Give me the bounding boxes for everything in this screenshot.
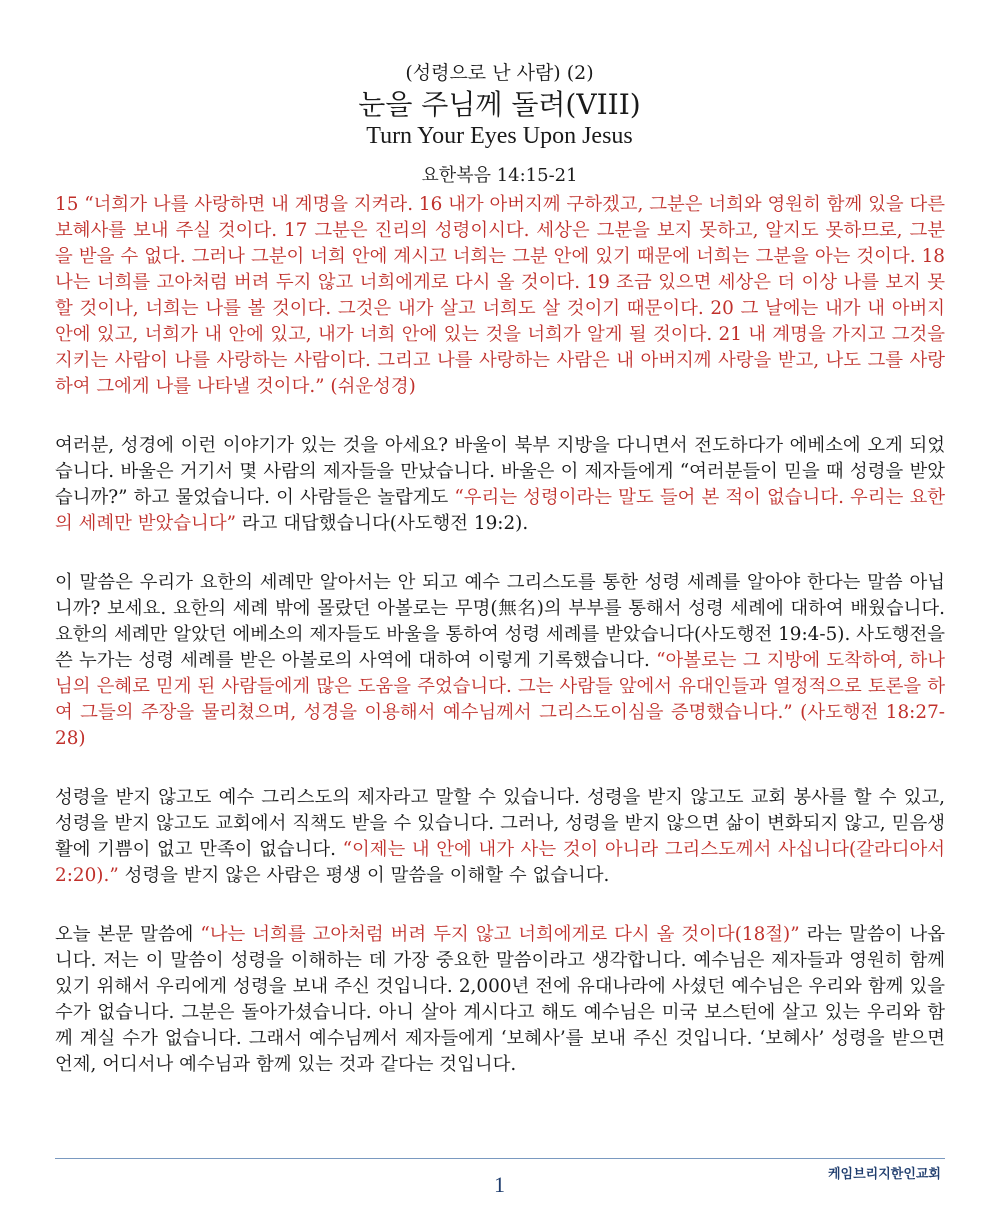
paragraph-1 <box>55 433 945 537</box>
quoted-verse: “우리는 성령이라는 말도 들어 본 적이 없습니다. 우리는 요한의 세례만 받았습니다” <box>55 487 945 534</box>
paragraph-text: 성령을 받지 않고도 예수 그리스도의 제자라고 말할 수 있습니다. 성령을 받지 않고도 교회 봉사를 할 수 있고, 성령을 받지 않고도 교회에서 직책도 받을 수 있습니다. 그러나, 성령을 받지 않으면 삶이 변화되지 않고, 믿음생활에 기쁨이 없고 만족이 없습니다. <box>55 787 945 860</box>
footer-divider <box>55 1158 945 1159</box>
paragraph-2 <box>55 570 945 752</box>
verse-citation: (사도행전 18:27-28) <box>55 702 945 749</box>
quoted-verse: “이제는 내 안에 내가 사는 것이 아니라 그리스도께서 사십니다(갈라디아서 2:20).” <box>55 839 946 886</box>
sermon-header <box>0 60 999 188</box>
sermon-title: 눈을 주님께 돌려(VIII) <box>358 88 641 121</box>
page-number: 1 <box>494 1172 505 1197</box>
scripture-passage: 15 “너희가 나를 사랑하면 내 계명을 지켜라. 16 내가 아버지께 구하겠고, 그분은 너희와 영원히 함께 있을 다른 보혜사를 보내 주실 것이다. 17 그분은 진리의 성령이시다. 세상은 그분을 보지 못하고, 알지도 못하므로, 그분을 받을 수 없다. 그러나 그분이 너희 안에 계시고 너희는 그분 안에 있기 때문에 너희는 그분을 아는 것이다. 18 나는 너희를 고아처럼 버려 두지 않고 너희에게로 다시 올 것이다. 19 조금 있으면 세상은 더 이상 나를 보지 못할 것이나, 너희는 나를 볼 것이다. 그것은 내가 살고 너희도 살 것이기 때문이다. 20 그 날에는 내가 내 아버지 안에 있고, 너희가 내 안에 있고, 내가 너희 안에 있는 것을 너희가 알게 될 것이다. 21 내 계명을 가지고 그것을 지키는 사람이 나를 사랑하는 사람이다. 그리고 나를 사랑하는 사람은 내 아버지께 사랑을 받고, 나도 그를 사랑하여 그에게 나를 나타낼 것이다.” (쉬운성경) <box>55 194 946 397</box>
paragraph-text: 라고 대답했습니다(사도행전 19:2). <box>235 513 529 534</box>
paragraph-text: 이 말씀은 우리가 요한의 세례만 알아서는 안 되고 예수 그리스도를 통한 성령 세례를 알아야 한다는 말씀 아닙니까? 보세요. 요한의 세례 밖에 몰랐던 아볼로는 무명(無名)의 부부를 통해서 성령 세례에 대하여 배웠습니다. 요한의 세례만 알았던 에베소의 제자들도 바울을 통하여 성령 세례를 받았습니다(사도행전 19:4-5). 사도행전을 쓴 누가는 성령 세례를 받은 아볼로의 사역에 대하여 이렇게 기록했습니다. <box>55 572 945 671</box>
quoted-verse: “아볼로는 그 지방에 도착하여, 하나님의 은혜로 믿게 된 사람들에게 많은 도움을 주었습니다. 그는 사람들 앞에서 유대인들과 열정적으로 토론을 하여 그들의 주장을 물리쳤으며, 성경을 이용해서 예수님께서 그리스도이심을 증명했습니다.” <box>55 650 945 723</box>
english-title: Turn Your Eyes Upon Jesus <box>366 123 633 149</box>
paragraph-text: 성령을 받지 않은 사람은 평생 이 말씀을 이해할 수 없습니다. <box>118 865 610 886</box>
paragraph-text: 라는 말씀이 나옵니다. 저는 이 말씀이 성령을 이해하는 데 가장 중요한 말씀이라고 생각합니다. 예수님은 제자들과 영원히 함께 있기 위해서 우리에게 성령을 보내 주신 것입니다. 2,000년 전에 유대나라에 사셨던 예수님은 우리와 함께 있을 수가 없습니다. 그분은 돌아가셨습니다. 아니 살아 계시다고 해도 예수님은 미국 보스턴에 살고 있는 우리와 함께 계실 수가 없습니다. 그래서 예수님께서 제자들에게 ‘보혜사’를 보내 주신 것입니다. ‘보혜사’ 성령을 받으면 언제, 어디서나 예수님과 함께 있는 것과 같다는 것입니다. <box>55 924 945 1075</box>
sermon-body <box>55 192 945 1111</box>
paragraph-text: 오늘 본문 말씀에 <box>55 924 201 945</box>
paragraph-4 <box>55 922 945 1078</box>
church-name: 케임브리지한인교회 <box>827 1167 941 1182</box>
paragraph-text: 여러분, 성경에 이런 이야기가 있는 것을 아세요? 바울이 북부 지방을 다니면서 전도하다가 에베소에 오게 되었습니다. 바울은 거기서 몇 사람의 제자들을 만났습니다. 바울은 이 제자들에게 “여러분들이 믿을 때 성령을 받았습니까?” 하고 물었습니다. 이 사람들은 놀랍게도 <box>55 435 945 508</box>
scripture-reference: 요한복음 14:15-21 <box>421 165 578 186</box>
quoted-verse: “나는 너희를 고아처럼 버려 두지 않고 너희에게로 다시 올 것이다(18절)” <box>200 924 800 945</box>
series-subtitle: (성령으로 난 사람) (2) <box>405 62 594 84</box>
paragraph-3 <box>55 785 945 889</box>
